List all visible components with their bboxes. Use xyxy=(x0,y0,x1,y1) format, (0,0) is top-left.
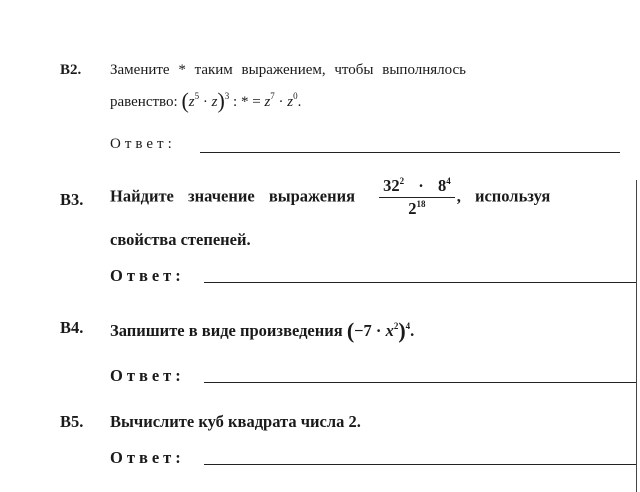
task-text-line1: Найдите значение выражения $\frac{32^2 \cdot 8^4}{2^{18}}$ , используя xyxy=(110,176,551,218)
answer-label: Ответ: xyxy=(110,448,185,467)
task-text-line1: Замените * таким выражением, чтобы выполнялось xyxy=(110,62,467,78)
task-number: B2. xyxy=(60,62,82,78)
answer-line[interactable] xyxy=(204,282,636,283)
answer-line[interactable] xyxy=(204,464,636,465)
task-text: Запишите в виде произведения $(-7 \cdot x^2)^4$. xyxy=(110,318,415,343)
task-text-line2: свойства степеней. xyxy=(110,230,251,249)
task-number: B3. xyxy=(60,190,84,209)
expression: $(-7 \cdot x^2)^4$. xyxy=(346,318,415,343)
page-edge-line xyxy=(636,180,637,492)
task-text: Вычислите куб квадрата числа 2. xyxy=(110,412,361,431)
answer-line[interactable] xyxy=(200,152,620,153)
task-text-line2 xyxy=(110,88,301,114)
equation: $(z^5 \cdot z)^3$ : * = $z^7 \cdot z^0$. xyxy=(181,88,302,113)
answer-label: Ответ: xyxy=(110,136,176,152)
fraction-denominator: $2^{18}$ xyxy=(408,199,426,218)
task-number: B5. xyxy=(60,412,84,431)
answer-label: Ответ: xyxy=(110,266,185,285)
answer-line[interactable] xyxy=(204,382,636,383)
task-number: B4. xyxy=(60,318,84,337)
fraction xyxy=(379,176,455,219)
fraction-numerator: $32^2 \cdot 8^4$ xyxy=(379,176,455,198)
answer-label: Ответ: xyxy=(110,366,185,385)
task-text-prefix: равенство: xyxy=(110,94,178,110)
